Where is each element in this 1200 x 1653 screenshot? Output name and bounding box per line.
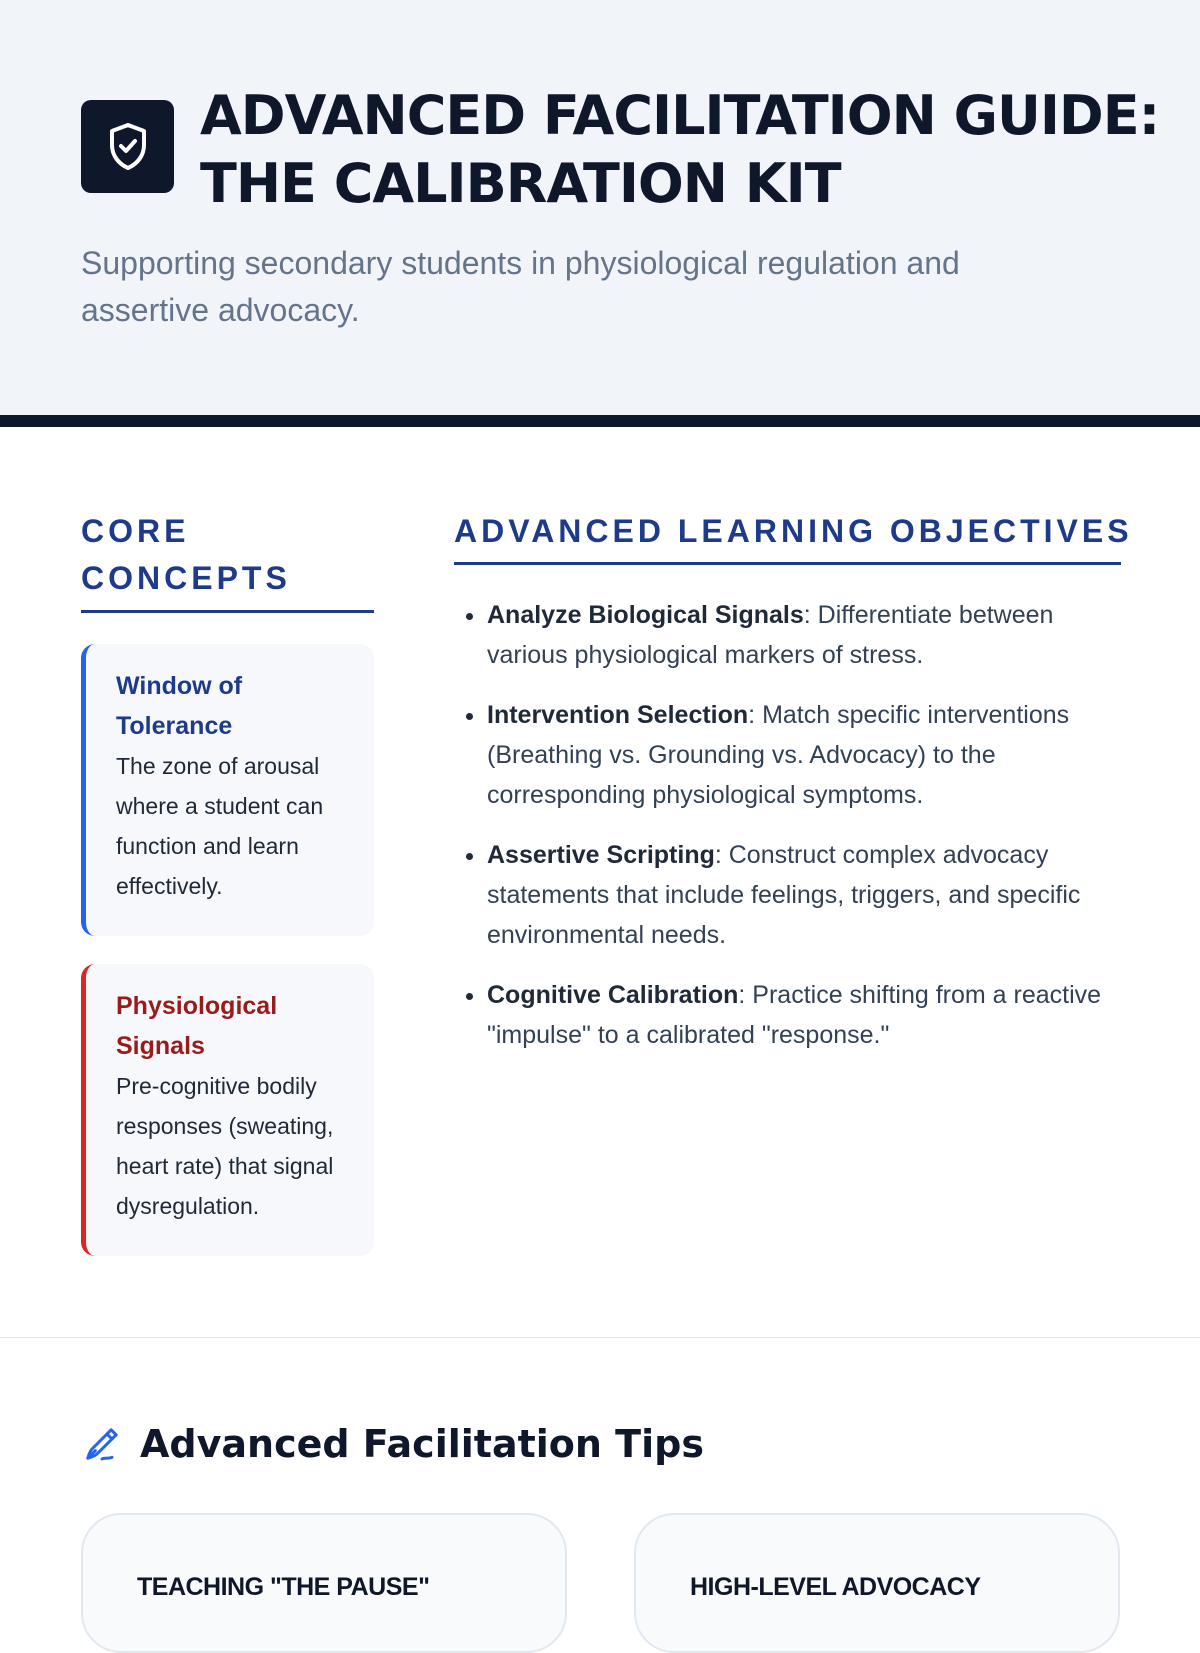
tip-title: HIGH-LEVEL ADVOCACY [690, 1573, 981, 1601]
concept-description: Pre-cognitive bodily responses (sweating, heart rate) that signal dysregulation. [116, 1073, 334, 1219]
concept-card-physiological-signals [81, 964, 374, 1256]
objective-term: Assertive Scripting [487, 841, 715, 869]
concept-title: Physiological Signals [116, 992, 278, 1060]
pen-nib-icon [82, 1424, 122, 1464]
concept-title: Window of Tolerance [116, 672, 243, 740]
concept-card-window-of-tolerance [81, 644, 374, 936]
objective-term: Cognitive Calibration [487, 981, 739, 1009]
logo-badge [81, 100, 174, 193]
objective-item [487, 595, 1124, 675]
objective-item [487, 695, 1124, 815]
shield-check-icon [104, 121, 152, 173]
page-subtitle: Supporting secondary students in physiological regulation and assertive advocacy. [81, 245, 960, 328]
objective-text: : Differentiate between various physiological markers of stress. [487, 601, 1054, 669]
objective-text: : Construct complex advocacy statements that include feelings, triggers, and specific environmental needs. [487, 841, 1081, 949]
objective-item [487, 835, 1124, 955]
objective-text: : Match specific interventions (Breathing vs. Grounding vs. Advocacy) to the corresponding physiological symptoms. [487, 701, 1070, 809]
objectives-heading: ADVANCED LEARNING OBJECTIVES [454, 508, 1121, 565]
concept-description: The zone of arousal where a student can function and learn effectively. [116, 753, 324, 899]
header-divider-bar [0, 415, 1200, 427]
tips-heading: Advanced Facilitation Tips [140, 1422, 704, 1466]
section-divider [0, 1337, 1200, 1338]
tip-title: TEACHING "THE PAUSE" [137, 1573, 430, 1601]
objective-text: : Practice shifting from a reactive "impulse" to a calibrated "response." [487, 981, 1102, 1049]
core-concepts-heading: CORE CONCEPTS [81, 508, 374, 613]
objective-item [487, 975, 1124, 1055]
page-title: ADVANCED FACILITATION GUIDE: THE CALIBRATION KIT [200, 84, 1160, 215]
objective-term: Analyze Biological Signals [487, 601, 804, 629]
tip-card-the-pause [81, 1513, 567, 1653]
tip-card-advocacy [634, 1513, 1120, 1653]
objective-term: Intervention Selection [487, 701, 749, 729]
objectives-list [454, 595, 1124, 1075]
